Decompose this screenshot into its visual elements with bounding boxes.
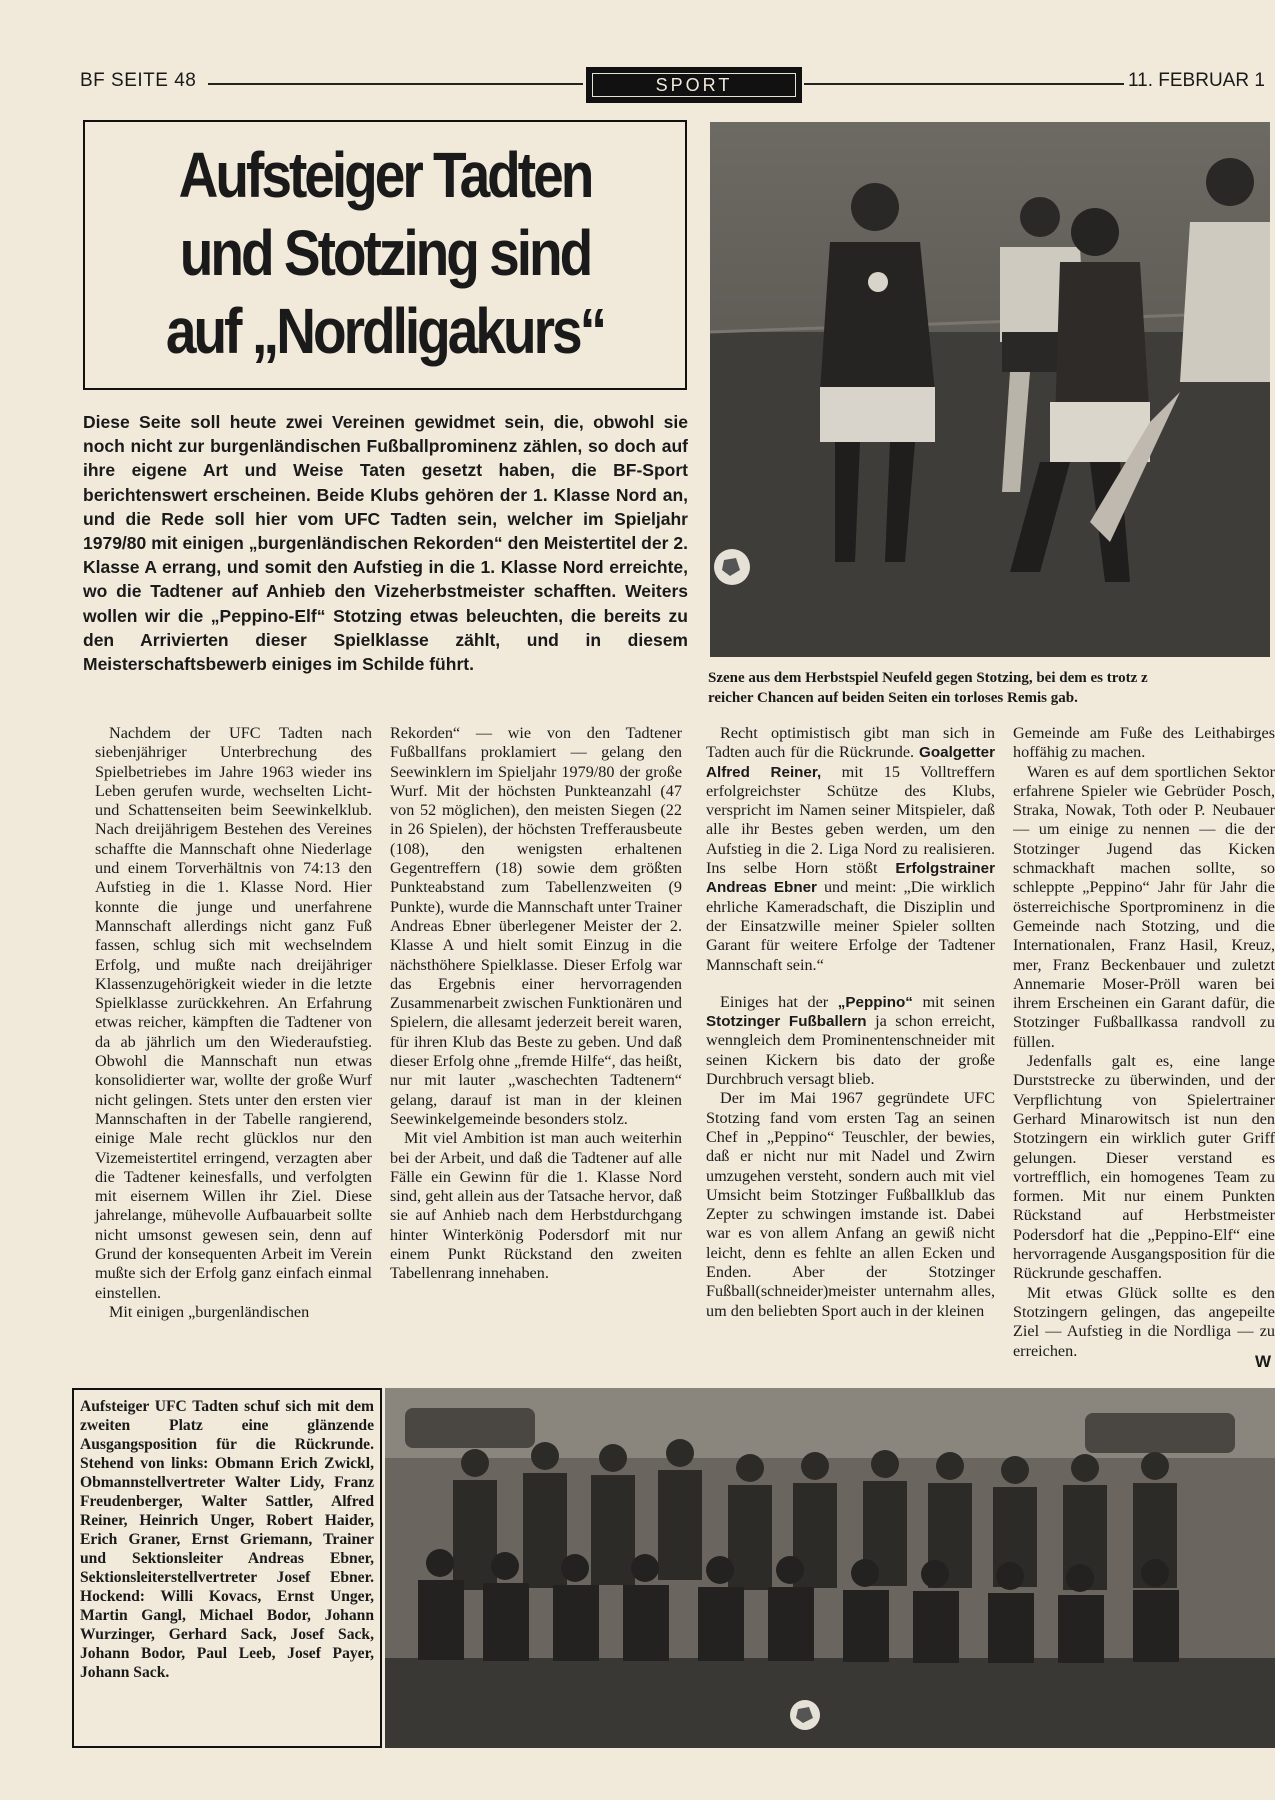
header-rule-right	[804, 83, 1124, 85]
match-photo-caption	[708, 668, 1275, 708]
text-run: mit seinen	[912, 992, 995, 1011]
paragraph: Der im Mai 1967 gegründete UFC Stotzing fand vom ersten Tag an seinen Chef in „Peppino“ Teuschler, der bewies, daß er nicht nur mit Nadel und Zwirn umzugehen versteht, sondern auch mit viel Umsicht beim Stotzinger Fußballklub das Zepter zu schwingen imstande ist. Dabei war es von allem Anfang an gewiß nicht leicht, denn es fehlte an allen Ecken und Enden. Aber der Stotzinger Fußball(schneider)meister unternahm alles, um den beliebten Sport auch in der kleinen	[706, 1089, 995, 1320]
headline-line-3: auf „Nordligakurs“	[165, 295, 605, 367]
text-run: mit 15 Volltreffern erfolgreichster Schütze des Klubs, verspricht im Namen seiner Mitspieler, daß alle ihr Bestes geben werden, um den Aufstieg in die 2. Liga Nord zu realisieren. Ins selbe Horn stößt	[706, 762, 996, 878]
lead-paragraph: Diese Seite soll heute zwei Vereinen gewidmet sein, die, obwohl sie noch nicht zur burgenländischen Fußballprominenz zählen, so doch auf ihre eigene Art und Weise Taten gesetzt haben, die BF-Sport berichtenswert erscheinen. Beide Klubs gehören der 1. Klasse Nord an, und die Rede soll hier vom UFC Tadten sein, welcher im Spieljahr 1979/80 mit einigen „burgenländischen Rekorden“ den Meistertitel der 2. Klasse A errang, und somit den Aufstieg in die 1. Klasse Nord erreichte, wo die Tadtener auf Anhieb den Vizeherbstmeister schafften. Weiters wollen wir die „Peppino-Elf“ Stotzing etwas beleuchten, die bereits zu den Arrivierten dieser Spielklasse zählt, und in diesem Meisterschaftsbewerb einiges im Schilde führt.	[83, 412, 688, 675]
headline-line-2: und Stotzing sind	[179, 217, 591, 289]
article-column-2	[390, 724, 682, 1284]
paragraph: Mit etwas Glück sollte es den Stotzingern gelingen, das angepeilte Ziel — Aufstieg in die Nordliga — zu erreichen.	[1013, 1283, 1275, 1360]
text-run: ja schon erreicht, wenngleich dem Prominentenschneider mit seinen Kickern bis dato der große Durchbruch versagt blieb.	[706, 1012, 995, 1089]
headline	[127, 136, 643, 370]
team-photo-caption: Aufsteiger UFC Tadten schuf sich mit dem zweiten Platz eine glänzende Ausgangsposition für die Rückrunde. Stehend von links: Obmann Erich Zwickl, Obmannstellvertreter Walter Lidy, Franz Freudenberger, Walter Sattler, Alfred Reiner, Heinrich Unger, Robert Haider, Erich Graner, Ernst Griemann, Trainer und Sektionsleiter Andreas Ebner, Sektionsleiterstellvertreter Josef Ebner. Hockend: Willi Kovacs, Ernst Unger, Martin Gangl, Michael Bodor, Johann Wurzinger, Gerhard Sack, Josef Sack, Johann Bodor, Paul Leeb, Josef Payer, Johann Sack.	[80, 1398, 374, 1681]
article-column-1	[95, 724, 372, 1322]
article-column-4	[1013, 724, 1275, 1361]
team-photo	[385, 1388, 1275, 1748]
bold-text: Erfolgstrainer Andreas Ebner	[706, 860, 995, 897]
text-run: Einiges hat der	[720, 992, 838, 1011]
match-photo-illustration	[710, 122, 1270, 657]
text-run: Recht optimistisch gibt man sich in Tadten auch für die Rückrunde.	[706, 724, 995, 762]
page-date: 11. FEBRUAR 1	[1128, 70, 1265, 91]
paragraph	[706, 724, 995, 975]
paragraph	[706, 993, 995, 1089]
team-photo-illustration	[385, 1388, 1275, 1748]
header-rule-left	[208, 83, 583, 85]
bold-text: Goalgetter Alfred Reiner,	[706, 744, 995, 781]
text-run: und meint: „Die wirklich ehrliche Kameradschaft, die Disziplin und der Einsatzwille meiner Spieler sollten Garant für weitere Erfolge der Tadtener Mannschaft sein.“	[706, 878, 995, 974]
match-photo-caption-line-1: Szene aus dem Herbstspiel Neufeld gegen Stotzing, bei dem es trotz z	[708, 670, 1148, 686]
page-number: BF SEITE 48	[80, 70, 197, 91]
section-label-box	[586, 67, 802, 103]
paragraph: Mit einigen „burgenländischen	[109, 1302, 310, 1321]
article-column-3	[706, 724, 995, 1321]
paragraph: Jedenfalls galt es, eine lange Durststrecke zu überwinden, und der Verpflichtung von Spielertrainer Gerhard Minarowitsch ist nun den Stotzingern ein wirklich guter Griff gelungen. Dieser verstand es vortrefflich, ein homogenes Team zu formen. Mit nur einem Punkten Rückstand auf Herbstmeister Podersdorf hat die „Peppino-Elf“ eine hervorragende Ausgangsposition für die Rückrunde geschaffen.	[1013, 1052, 1275, 1283]
paragraph: Waren es auf dem sportlichen Sektor erfahrene Spieler wie Gebrüder Posch, Straka, Nowak, Toth oder P. Neubauer — um einige zu nennen — die der Stotzinger Jugend das Kicken schmackhaft machen sollte, so schleppte „Peppino“ Jahr für Jahr die österreichische Sportprominenz in die Gemeinde nach Stotzing, und die Internationalen, Franz Hasil, Kreuz, mer, Franz Beckenbauer und zuletzt Annemarie Moser-Pröll waren bei ihrem Erscheinen ein Garant dafür, die Stotzinger Fußballkassa randvoll zu füllen.	[1013, 762, 1275, 1051]
headline-line-1: Aufsteiger Tadten	[178, 139, 592, 211]
bold-text: „Peppino“	[837, 993, 913, 1011]
match-photo-caption-line-2: reicher Chancen auf beiden Seiten ein torloses Remis gab.	[708, 690, 1078, 706]
paragraph: Rekorden“ — wie von den Tadtener Fußballfans proklamiert — gelang den Seewinklern im Spieljahr 1979/80 der große Wurf. Mit der höchsten Punkteanzahl (47 von 52 möglichen), den meisten Siegen (22 in 26 Spielen), der höchsten Trefferausbeute (108), den wenigsten erhaltenen Gegentreffern (18) sowie dem größten Punkteabstand zum Tabellenzweiten (9 Punkte), wurde die Mannschaft unter Trainer Andreas Ebner überlegener Meister der 2. Klasse A und hielt somit Einzug in die nächsthöhere Spielklasse. Dieser Erfolg war das Ergebnis einer hervorragenden Zusammenarbeit zwischen Funktionären und Spielern, die allesamt jederzeit bereit waren, für ihren Klub das Beste zu geben. Und daß dieser Erfolg ohne „fremde Hilfe“, das heißt, nur mit lauter „waschechten Tadtenern“ gelang, darauf ist man in der kleinen Seewinkelgemeinde besonders stolz.	[390, 724, 682, 1128]
paragraph: Gemeinde am Fuße des Leithabirges hoffähig zu machen.	[1013, 724, 1275, 762]
bold-text: Stotzinger Fußballern	[706, 1013, 867, 1031]
match-photo	[710, 122, 1270, 657]
section-label: SPORT	[592, 73, 796, 97]
author-mark: W	[1255, 1352, 1272, 1371]
paragraph: Nachdem der UFC Tadten nach siebenjähriger Unterbrechung des Spielbetriebes im Jahre 1963 wieder ins Leben gerufen wurde, wechselten Licht- und Schattenseiten beim Seewinkelklub. Nach dreijährigem Bestehen des Vereines schaffte die Mannschaft ohne Niederlage und einem Torverhältnis von 74:13 den Aufstieg in die 1. Klasse Nord. Hier konnte die junge und unerfahrene Mannschaft allerdings nicht ganz Fuß fassen, schlug sich mit wechselndem Erfolg, und mußte nach dreijähriger Klassenzugehörigkeit wieder in die letzte Spielklasse zurückkehren. An Erfahrung etwas reicher, kämpften die Tadtener von da ab jährlich um den Wiederaufstieg. Obwohl die Mannschaft nun etwas konsolidierter war, wollte der große Wurf nicht gelingen. Stets unter den ersten vier Mannschaften in der Tabelle rangierend, einige Male recht glücklos nur den Vizemeistertitel erringend, verzagten aber die Tadtener keinesfalls, und verfolgten mit eisernem Willen ihr Ziel. Diese jahrelange, mühevolle Aufbauarbeit sollte nicht umsonst gewesen sein, denn auf Grund der konsequenten Arbeit im Verein mußte sich der Erfolg ganz einfach einmal einstellen.	[95, 724, 372, 1302]
paragraph: Mit viel Ambition ist man auch weiterhin bei der Arbeit, und daß die Tadtener auf alle Fälle ein Gewinn für die 1. Klasse Nord sind, geht allein aus der Tatsache hervor, daß sie auf Anhieb nach dem Herbstdurchgang hinter Winterkönig Podersdorf mit nur einem Punkt Rückstand den zweiten Tabellenrang innehaben.	[390, 1129, 682, 1283]
team-caption-box	[72, 1388, 382, 1748]
headline-box	[83, 120, 687, 390]
